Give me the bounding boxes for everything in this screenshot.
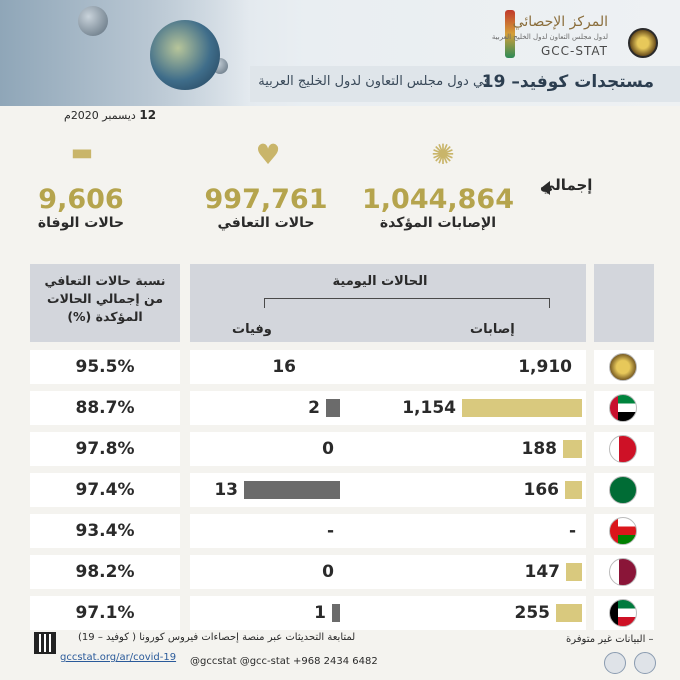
recovery-rate-cell: 97.1%	[30, 596, 180, 630]
bahrain-flag-icon	[609, 435, 637, 463]
cases-value: 1,154	[402, 398, 456, 418]
gcc-seal-icon	[628, 28, 658, 58]
deaths-bar	[326, 399, 340, 417]
daily-cases-cell	[190, 596, 586, 630]
globe-illustration	[150, 20, 220, 90]
cases-value: 255	[514, 603, 550, 623]
recovery-rate-cell: 97.8%	[30, 432, 180, 466]
footer-social-handles: @gccstat @gcc-stat +968 2434 6482	[190, 656, 378, 667]
table-row	[30, 514, 654, 548]
deaths-value: 2	[308, 398, 320, 418]
saudi-flag-icon	[609, 476, 637, 504]
gcc-emblem-icon	[609, 353, 637, 381]
flag-cell	[594, 391, 654, 425]
footer-link[interactable]: gccstat.org/ar/covid-19	[60, 652, 177, 663]
cases-value: 166	[523, 480, 559, 500]
deaths-label: حالات الوفاة	[37, 215, 125, 231]
flag-cell	[594, 596, 654, 630]
certification-badge-icon	[604, 652, 626, 674]
org-name-en: GCC-STAT	[540, 44, 608, 58]
virus-illustration-icon	[78, 6, 108, 36]
report-date	[64, 108, 156, 122]
patient-bed-icon: ▬	[70, 138, 94, 166]
uae-flag-icon	[609, 394, 637, 422]
deaths-value: 13	[214, 480, 238, 500]
recovered-label: حالات التعافي	[217, 215, 315, 231]
table-row	[30, 473, 654, 507]
daily-cases-header: الحالات اليومية	[332, 274, 428, 289]
table-row	[30, 432, 654, 466]
recovered-value: 997,761	[204, 184, 328, 215]
qatar-flag-icon	[609, 558, 637, 586]
qr-code-icon	[34, 632, 56, 654]
date-month-year: ديسمبر 2020م	[64, 109, 136, 122]
confirmed-value: 1,044,864	[361, 184, 515, 215]
table-row	[30, 350, 654, 384]
daily-cases-cell	[190, 473, 586, 507]
cases-value: 188	[521, 439, 557, 459]
recovery-rate-cell: 95.5%	[30, 350, 180, 384]
table-row	[30, 555, 654, 589]
deaths-bar	[332, 604, 340, 622]
tuv-badge-icon	[634, 652, 656, 674]
header-bracket	[264, 298, 550, 308]
daily-cases-cell	[190, 555, 586, 589]
flag-header-panel	[594, 264, 654, 342]
org-name-ar: المركز الإحصائي	[512, 14, 608, 30]
daily-cases-cell	[190, 391, 586, 425]
recovery-rate-cell: 88.7%	[30, 391, 180, 425]
deaths-value: 0	[322, 562, 334, 582]
page-title: مستجدات كوفيد– 19	[481, 72, 654, 92]
deaths-value: 9,606	[38, 184, 124, 215]
cases-value: 1,910	[518, 357, 572, 377]
recovered-stat	[196, 184, 336, 231]
page-subtitle: في دول مجلس التعاون لدول الخليج العربية	[258, 74, 490, 89]
cases-subheader: إصابات	[470, 322, 515, 337]
deaths-stat	[18, 184, 144, 231]
org-subtitle-ar: لدول مجلس التعاون لدول الخليج العربية	[491, 33, 608, 41]
triangle-pointer-icon	[541, 181, 550, 195]
kuwait-flag-icon	[609, 599, 637, 627]
flag-cell	[594, 473, 654, 507]
cases-bar	[556, 604, 582, 622]
deaths-value: 1	[314, 603, 326, 623]
flag-cell	[594, 514, 654, 548]
daily-cases-cell	[190, 432, 586, 466]
cases-value: 147	[524, 562, 560, 582]
deaths-subheader: وفيات	[232, 322, 272, 337]
cases-bar	[566, 563, 582, 581]
deaths-value: -	[326, 521, 334, 541]
confirmed-label: الإصابات المؤكدة	[379, 215, 497, 231]
footer-follow-text: لمتابعة التحديثات عبر منصة إحصاءات فيروس كورونا ( كوفيد – 19)	[78, 632, 356, 643]
date-day: 12	[139, 108, 157, 122]
cases-bar	[563, 440, 582, 458]
not-available-note: – البيانات غير متوفرة	[566, 634, 654, 645]
deaths-value: 16	[272, 357, 296, 377]
cases-bar	[462, 399, 582, 417]
cases-bar	[565, 481, 582, 499]
table-row	[30, 391, 654, 425]
confirmed-stat	[358, 184, 518, 231]
daily-cases-cell	[190, 350, 586, 384]
daily-cases-cell	[190, 514, 586, 548]
flag-cell	[594, 432, 654, 466]
recovery-rate-cell: 98.2%	[30, 555, 180, 589]
flag-cell	[594, 555, 654, 589]
flag-cell	[594, 350, 654, 384]
deaths-bar	[244, 481, 340, 499]
deaths-value: 0	[322, 439, 334, 459]
recovery-rate-cell: 93.4%	[30, 514, 180, 548]
oman-flag-icon	[609, 517, 637, 545]
cases-value: -	[568, 521, 576, 541]
recovery-rate-header: نسبة حالات التعافي من إجمالي الحالات المؤكدة (%)	[44, 273, 166, 325]
virus-icon: ✺	[431, 138, 455, 171]
recovery-rate-cell: 97.4%	[30, 473, 180, 507]
heart-pulse-icon: ♥	[255, 138, 281, 171]
table-row	[30, 596, 654, 630]
total-tag: إجمالي	[540, 176, 593, 194]
